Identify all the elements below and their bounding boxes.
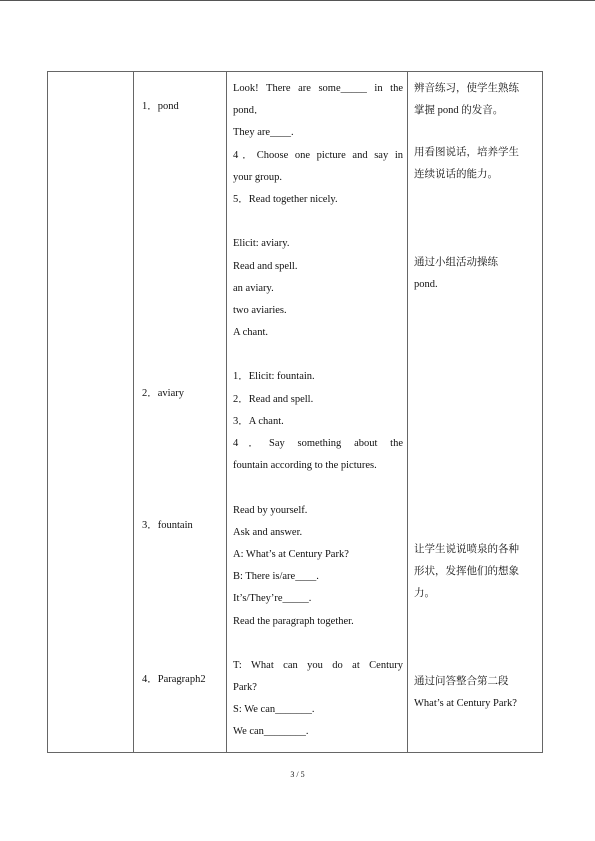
- step-line: 4．Say something about the: [233, 438, 403, 449]
- purpose-line: What’s at Century Park?: [414, 698, 517, 710]
- purpose-fountain: [414, 539, 534, 606]
- step-line: A chant.: [233, 327, 268, 339]
- step-line: Park?: [233, 682, 257, 694]
- topic-paragraph2: 4．Paragraph2: [142, 674, 206, 685]
- step-line: two aviaries.: [233, 304, 287, 316]
- purpose-line: 力。: [414, 588, 435, 600]
- purpose-line: 辨音练习，使学生熟练: [414, 83, 519, 94]
- purpose-group-activity: [414, 252, 534, 296]
- step-line: 3．A chant.: [233, 415, 284, 427]
- purpose-line: 掌握 pond 的发音。: [414, 105, 504, 117]
- step-line: It’s/They’re_____.: [233, 593, 312, 605]
- step-line: We can________.: [233, 726, 309, 738]
- purpose-line: 连续说话的能力。: [414, 169, 498, 181]
- purpose-line: 通过小组活动操练: [414, 257, 498, 268]
- step-line: B: There is/are____.: [233, 571, 319, 583]
- step-line: pond．: [233, 105, 265, 117]
- purpose-line: 用看图说话，培养学生: [414, 147, 519, 158]
- purpose-pond: [414, 78, 534, 122]
- step-line: Elicit: aviary.: [233, 238, 290, 250]
- column-divider: [133, 72, 134, 752]
- lesson-table: [47, 71, 543, 753]
- step-line: T: What can you do at Century: [233, 659, 403, 671]
- topic-fountain: 3．fountain: [142, 520, 193, 531]
- step-line: 2．Read and spell.: [233, 393, 314, 405]
- purpose-line: pond.: [414, 279, 438, 291]
- step-line: your group.: [233, 171, 282, 183]
- step-line: fountain according to the pictures.: [233, 460, 377, 472]
- step-line: Read and spell.: [233, 260, 298, 272]
- topic-pond: 1．pond: [142, 101, 179, 112]
- topic-aviary: 2．aviary: [142, 388, 184, 399]
- step-line: 5．Read together nicely.: [233, 193, 338, 205]
- step-line: Read by yourself.: [233, 504, 308, 516]
- step-line: 1．Elicit: fountain.: [233, 371, 315, 383]
- step-line: Ask and answer.: [233, 526, 303, 538]
- step-line: Look! There are some_____ in the: [233, 83, 403, 94]
- page-top-rule: [0, 0, 595, 1]
- purpose-line: 通过问答整合第二段: [414, 676, 509, 687]
- step-line: an aviary.: [233, 282, 274, 294]
- steps-column: [233, 78, 403, 744]
- step-line: A: What’s at Century Park?: [233, 548, 349, 560]
- purpose-line: 让学生说说喷泉的各种: [414, 544, 519, 555]
- column-divider: [226, 72, 227, 752]
- page-number: 3 / 5: [290, 770, 305, 779]
- purpose-picture-talk: [414, 142, 534, 186]
- purpose-line: 形状，发挥他们的想象: [414, 566, 519, 578]
- step-line: Read the paragraph together.: [233, 615, 354, 627]
- step-line: 4．Choose one picture and say in: [233, 149, 403, 161]
- step-line: S: We can_______.: [233, 704, 315, 716]
- column-divider: [407, 72, 408, 752]
- step-line: They are____.: [233, 127, 294, 139]
- purpose-paragraph2: [414, 671, 534, 715]
